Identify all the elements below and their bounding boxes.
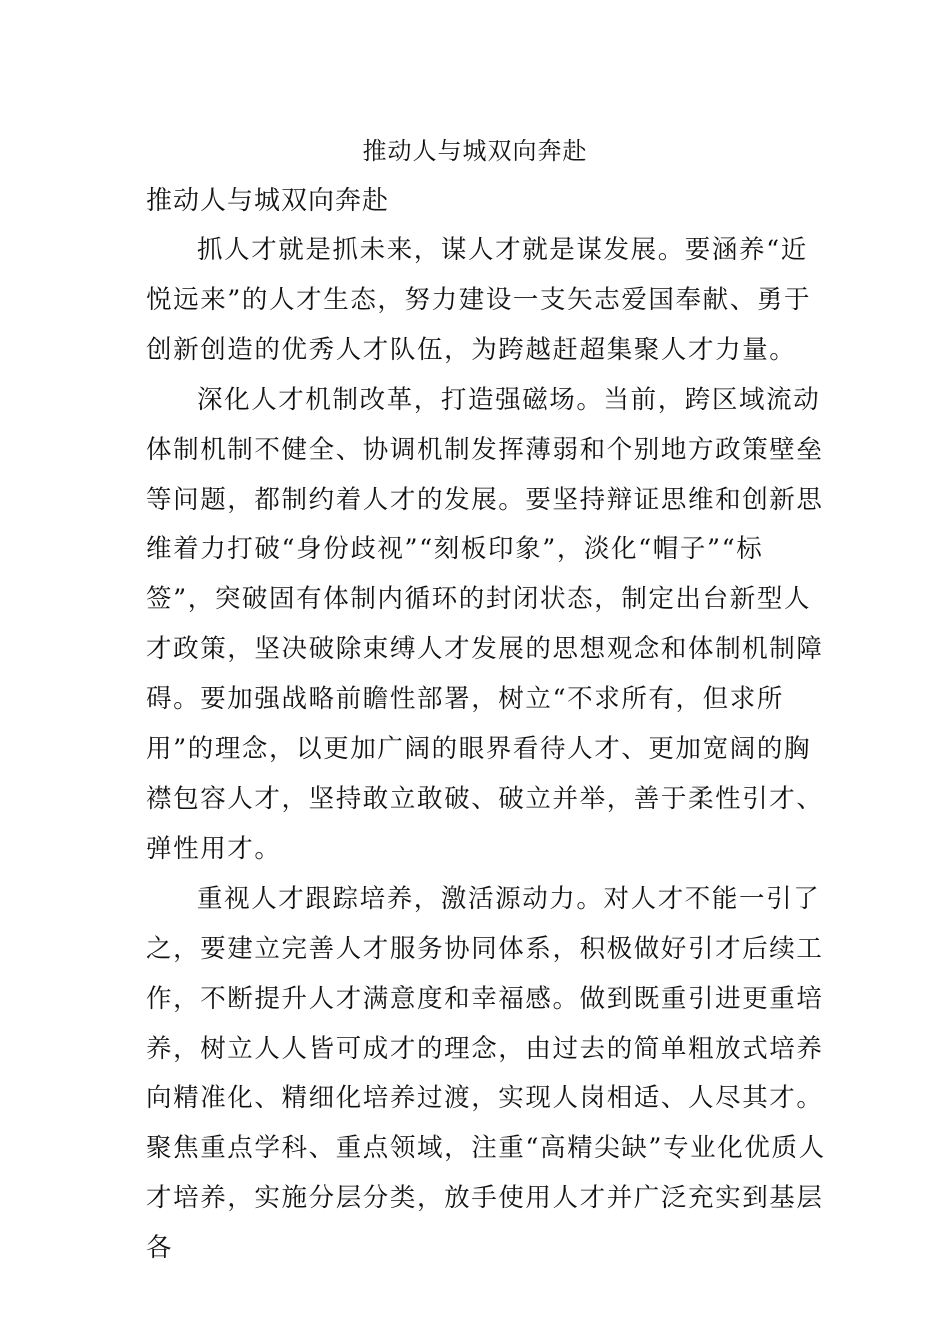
paragraph: 重视人才跟踪培养，激活源动力。对人才不能一引了之，要建立完善人才服务协同体系，积极做好引才后续工作，不断提升人才满意度和幸福感。做到既重引进更重培养，树立人人皆可成才的理念，由过去的简单粗放式培养向精准化、精细化培养过渡，实现人岗相适、人尽其才。聚焦重点学科、重点领域，注重“高精尖缺”专业化优质人才培养，实施分层分类，放手使用人才并广泛充实到基层各: [146, 883, 826, 1264]
page-title: 推动人与城双向奔赴: [362, 137, 588, 165]
document-subtitle: 推动人与城双向奔赴: [146, 186, 390, 216]
document-body: [146, 226, 826, 1274]
paragraph: 深化人才机制改革，打造强磁场。当前，跨区域流动体制机制不健全、协调机制发挥薄弱和个别地方政策壁垒等问题，都制约着人才的发展。要坚持辩证思维和创新思维着力打破“身份歧视”“刻板印象”，淡化“帽子”“标签”，突破固有体制内循环的封闭状态，制定出台新型人才政策，坚决破除束缚人才发展的思想观念和体制机制障碍。要加强战略前瞻性部署，树立“不求所有，但求所用”的理念，以更加广阔的眼界看待人才、更加宽阔的胸襟包容人才，坚持敢立敢破、破立并举，善于柔性引才、弹性用才。: [146, 384, 824, 864]
paragraph: 抓人才就是抓未来，谋人才就是谋发展。要涵养“近悦远来”的人才生态，努力建设一支矢志爱国奉献、勇于创新创造的优秀人才队伍，为跨越赶超集聚人才力量。: [146, 235, 812, 365]
